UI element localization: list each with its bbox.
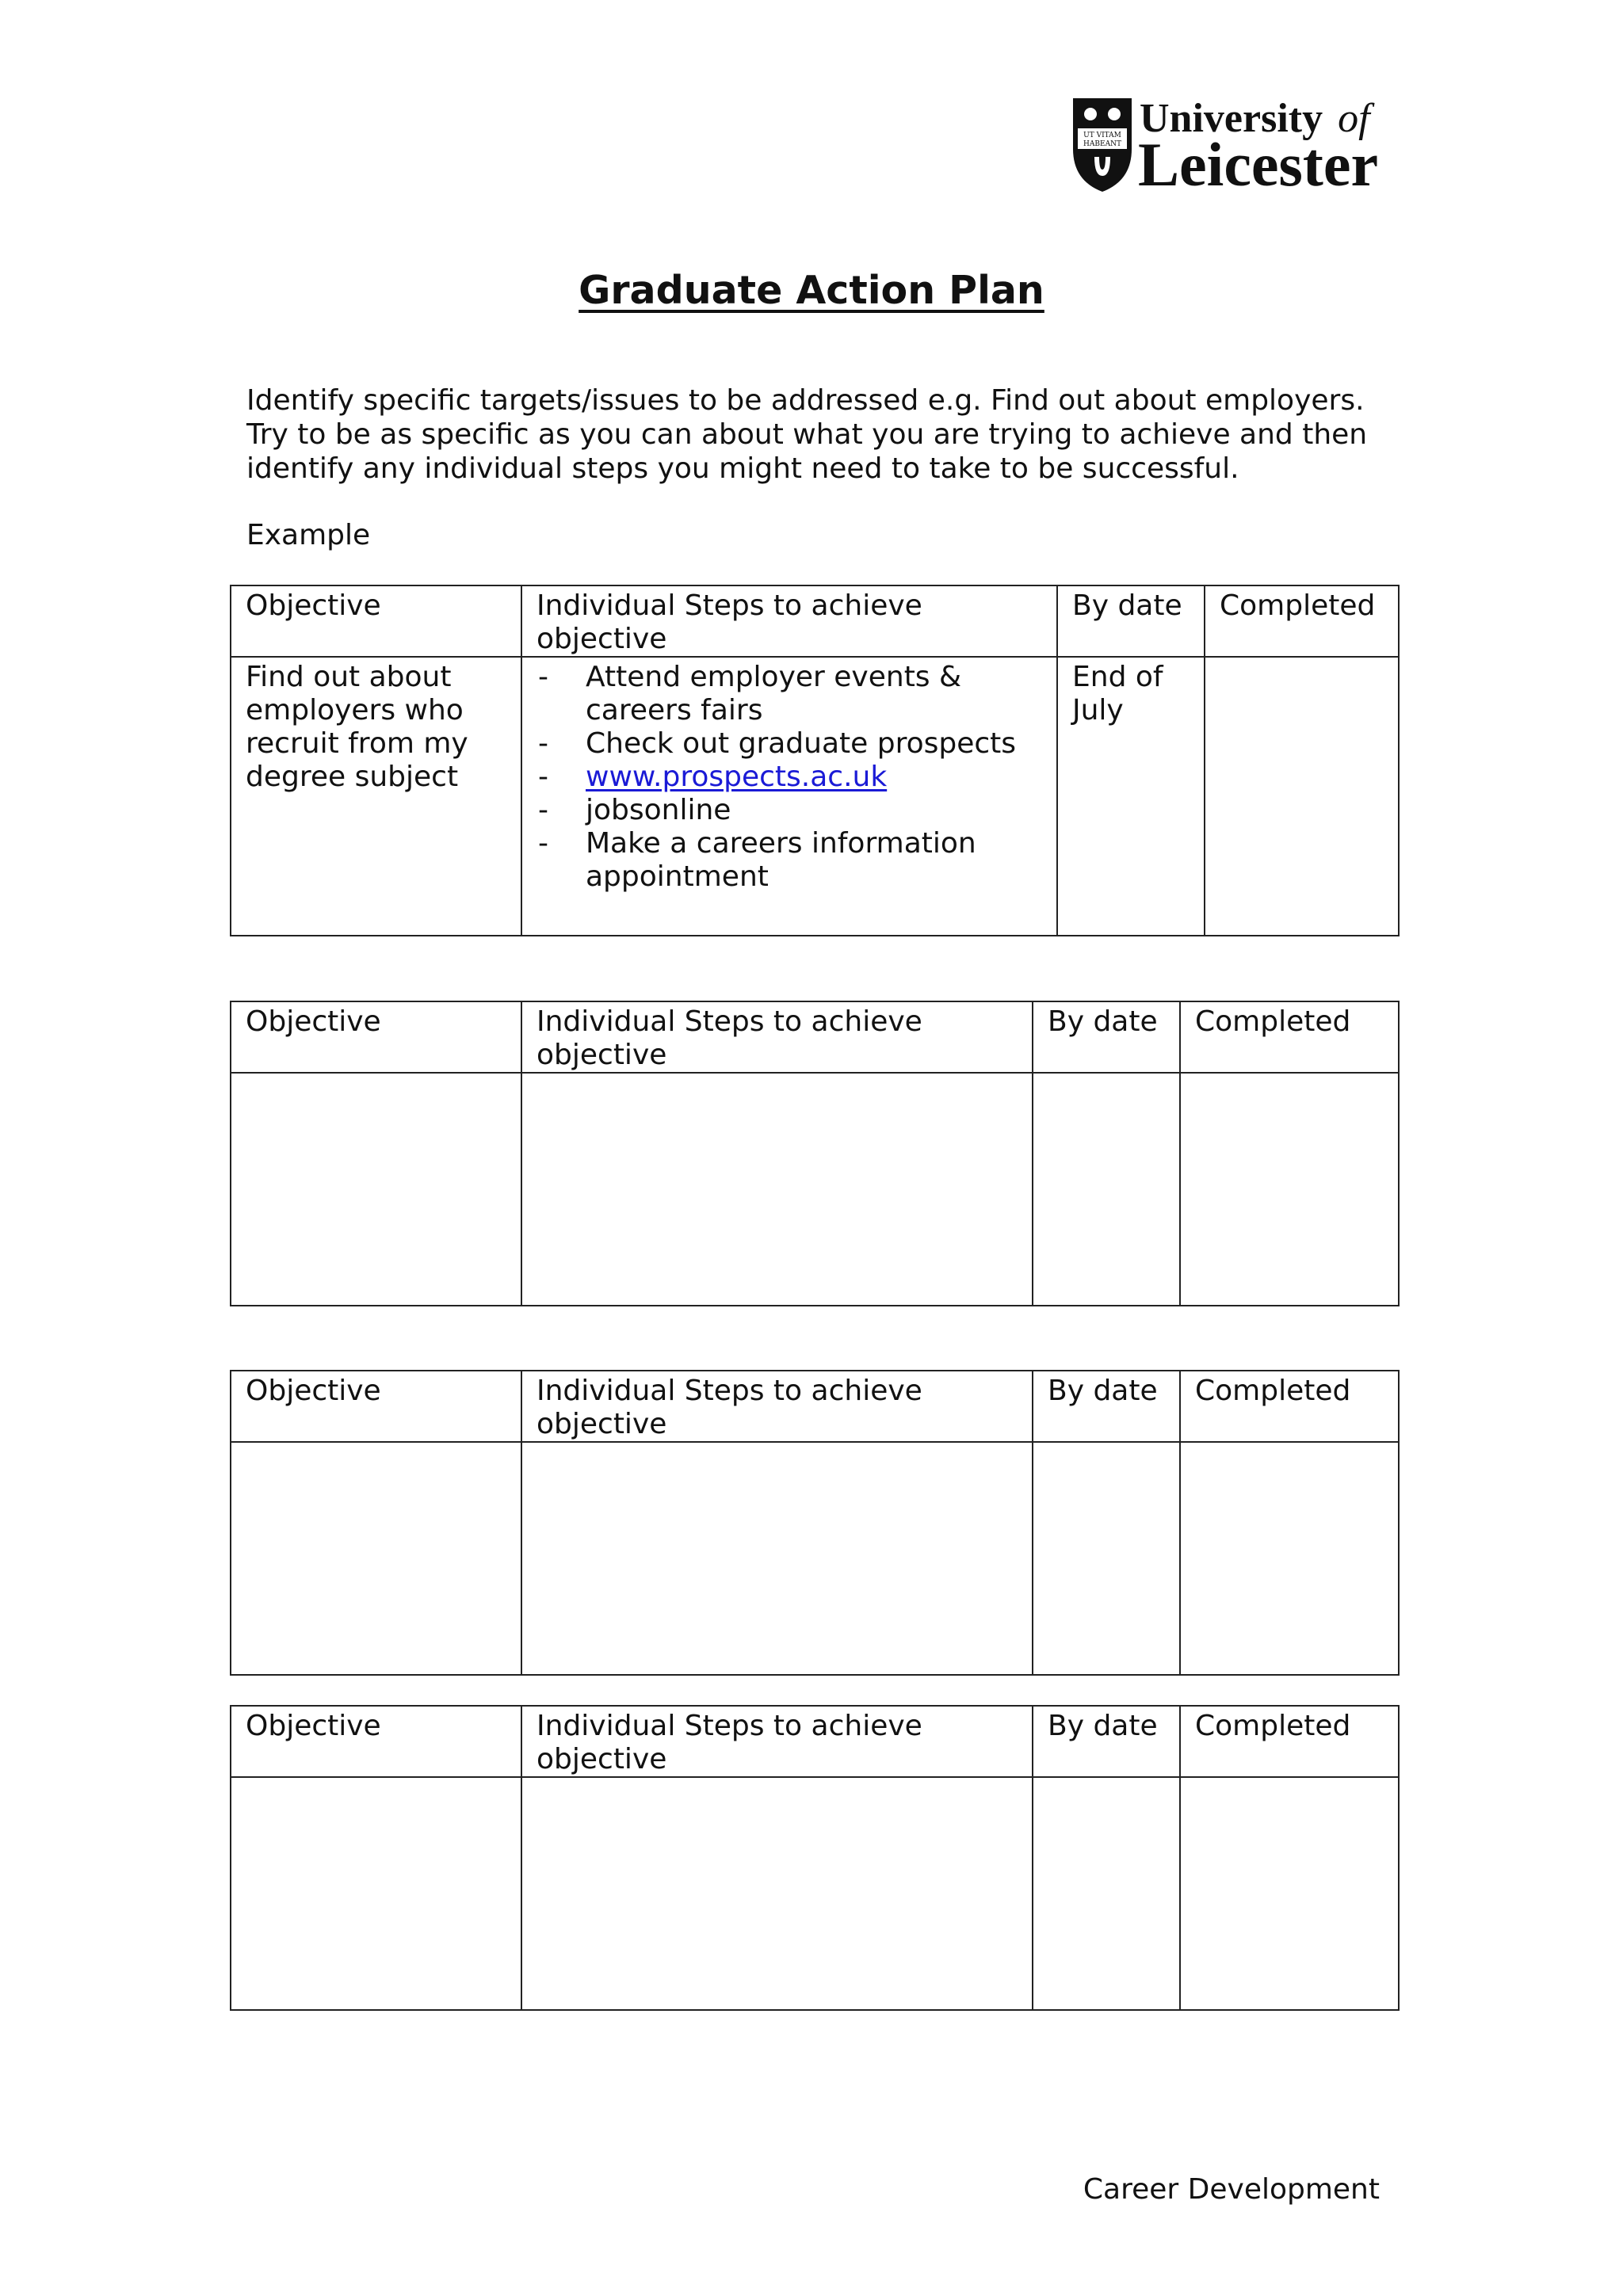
list-item: - jobsonline	[537, 794, 1042, 827]
by-date-cell[interactable]	[1033, 1073, 1180, 1306]
list-item: - Attend employer events & careers fairs	[537, 661, 1042, 727]
objective-cell[interactable]	[231, 1442, 521, 1675]
university-logo-graphic	[1068, 93, 1385, 195]
shield-flower-left-icon	[1084, 108, 1097, 120]
header-completed: Completed	[1180, 1371, 1399, 1442]
logo-word-leicester: Leicester	[1138, 130, 1379, 195]
page-title: Graduate Action Plan	[579, 268, 1044, 313]
shield-motto-line1: UT VITAM	[1083, 132, 1121, 139]
completed-cell[interactable]	[1180, 1073, 1399, 1306]
completed-cell[interactable]	[1180, 1777, 1399, 2010]
header-objective: Objective	[231, 585, 521, 657]
table-header-row	[231, 585, 1399, 657]
shield-flower-right-icon	[1108, 108, 1121, 120]
intro-line: identify any individual steps you might need to take to be successful.	[246, 452, 1239, 485]
list-item: - Make a careers information appointment	[537, 827, 1042, 894]
table-row	[231, 657, 1399, 936]
table-header-row	[231, 1001, 1399, 1073]
objective-cell[interactable]	[231, 1073, 521, 1306]
header-completed: Completed	[1205, 585, 1399, 657]
header-steps: Individual Steps to achieve objective	[521, 1001, 1033, 1073]
blank-table-3	[230, 1705, 1400, 2011]
shield-motto-line2: HABEANT	[1083, 140, 1121, 148]
steps-cell[interactable]	[521, 1777, 1033, 2010]
list-item	[537, 761, 1042, 794]
header-objective: Objective	[231, 1001, 521, 1073]
example-by-date: End of July	[1057, 657, 1205, 936]
footer-text: Career Development	[1083, 2173, 1380, 2206]
table-header-row	[231, 1371, 1399, 1442]
example-objective: Find out about employers who recruit from my degree subject	[231, 657, 521, 936]
logo-word-university: University	[1140, 96, 1323, 141]
example-table	[230, 585, 1400, 936]
intro-line: Try to be as specific as you can about what you are trying to achieve and then	[246, 418, 1368, 451]
example-label: Example	[246, 519, 371, 551]
table-row	[231, 1777, 1399, 2010]
by-date-cell[interactable]	[1033, 1777, 1180, 2010]
header-steps: Individual Steps to achieve objective	[521, 585, 1057, 657]
header-objective: Objective	[231, 1371, 521, 1442]
header-steps: Individual Steps to achieve objective	[521, 1371, 1033, 1442]
by-date-cell[interactable]	[1033, 1442, 1180, 1675]
steps-list	[537, 661, 1042, 894]
header-by-date: By date	[1033, 1706, 1180, 1777]
blank-table-2	[230, 1370, 1400, 1676]
header-by-date: By date	[1057, 585, 1205, 657]
table-header-row	[231, 1706, 1399, 1777]
example-completed[interactable]	[1205, 657, 1399, 936]
header-completed: Completed	[1180, 1706, 1399, 1777]
header-steps: Individual Steps to achieve objective	[521, 1706, 1033, 1777]
header-by-date: By date	[1033, 1001, 1180, 1073]
prospects-link[interactable]: www.prospects.ac.uk	[586, 761, 888, 793]
table-row	[231, 1073, 1399, 1306]
objective-cell[interactable]	[231, 1777, 521, 2010]
header-completed: Completed	[1180, 1001, 1399, 1073]
steps-cell[interactable]	[521, 1073, 1033, 1306]
intro-line: Identify specific targets/issues to be addressed e.g. Find out about employers.	[246, 384, 1365, 417]
intro-paragraph	[246, 383, 1380, 486]
header-objective: Objective	[231, 1706, 521, 1777]
university-logo	[1068, 93, 1385, 195]
completed-cell[interactable]	[1180, 1442, 1399, 1675]
steps-cell[interactable]	[521, 1442, 1033, 1675]
logo-word-of: of	[1338, 96, 1370, 141]
table-row	[231, 1442, 1399, 1675]
header-by-date: By date	[1033, 1371, 1180, 1442]
list-item: - Check out graduate prospects	[537, 727, 1042, 761]
example-steps-cell	[521, 657, 1057, 936]
blank-table-1	[230, 1001, 1400, 1306]
